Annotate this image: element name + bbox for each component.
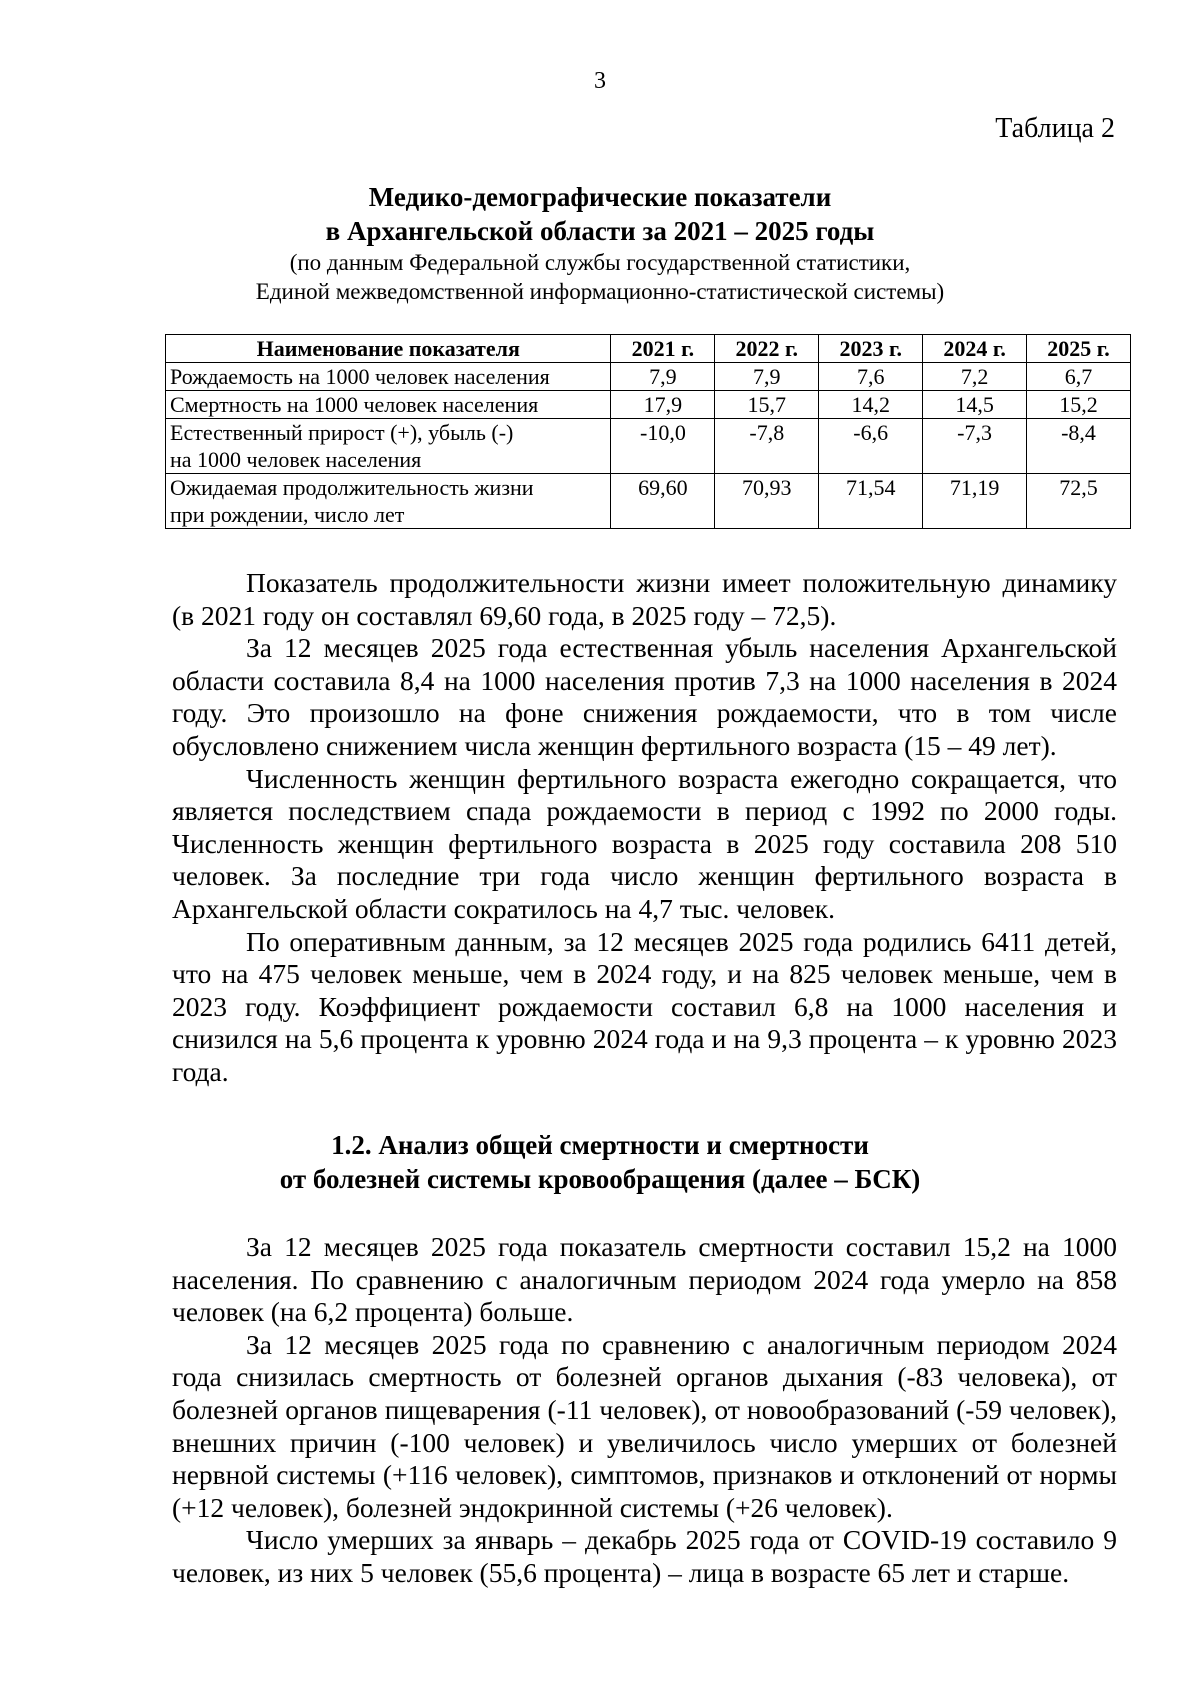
table-cell: 71,54 [819, 474, 923, 529]
row-name-birth-rate [166, 363, 611, 391]
table-cell: -8,4 [1027, 419, 1131, 474]
table-cell: 15,2 [1027, 391, 1131, 419]
header-year-2021: 2021 г. [611, 335, 715, 363]
row-name-line: Естественный прирост (+), убыль (-) [170, 420, 514, 445]
row-name-line: Смертность на 1000 человек населения [170, 392, 539, 417]
source-line-1: (по данным Федеральной службы государственной статистики, [289, 250, 911, 275]
paragraph: За 12 месяцев 2025 года показатель смертности составил 15,2 на 1000 населения. По сравнению с аналогичным периодом 2024 года умерло на 858 человек (на 6,2 процента) больше. [172, 1231, 1117, 1328]
source-line-2: Единой межведомственной информационно-статистической системы) [255, 279, 945, 304]
body-text-part-1 [172, 567, 1117, 1089]
table-row [166, 474, 1131, 529]
table-cell: 14,2 [819, 391, 923, 419]
paragraph: По оперативным данным, за 12 месяцев 2025 года родились 6411 детей, что на 475 человек меньше, чем в 2024 году, и на 825 человек меньше, чем в 2023 году. Коэффициент рождаемости составил 6,8 на 1000 населения и снизился на 5,6 процента к уровню 2024 года и на 9,3 процента – к уровню 2023 года. [172, 925, 1117, 1087]
header-year-2024: 2024 г. [923, 335, 1027, 363]
table-cell: 70,93 [715, 474, 819, 529]
row-name-life-expectancy [166, 474, 611, 529]
table-cell: -6,6 [819, 419, 923, 474]
paragraph: За 12 месяцев 2025 года по сравнению с аналогичным периодом 2024 года снизилась смертность от болезней органов дыхания (-83 человека), от болезней органов пищеварения (-11 человек), от новообразований (-59 человек), внешних причин (-100 человек) и увеличилось число умерших от болезней нервной системы (+116 человек), симптомов, признаков и отклонений от нормы (+12 человек), болезней эндокринной системы (+26 человек). [172, 1328, 1117, 1523]
row-name-line: Рождаемость на 1000 человек населения [170, 364, 550, 389]
table-cell: 71,19 [923, 474, 1027, 529]
table-cell: 7,9 [611, 363, 715, 391]
header-year-2022: 2022 г. [715, 335, 819, 363]
table-row [166, 391, 1131, 419]
row-name-natural-growth [166, 419, 611, 474]
table-cell: 7,6 [819, 363, 923, 391]
section-heading-line-2: от болезней системы кровообращения (далее – БСК) [279, 1164, 921, 1194]
paragraph: За 12 месяцев 2025 года естественная убыль населения Архангельской области составила 8,4 на 1000 населения против 7,3 на 1000 населения в 2024 году. Это произошло на фоне снижения рождаемости, что в том числе обусловлено снижением числа женщин фертильного возраста (15 – 49 лет). [172, 632, 1117, 761]
section-heading-line-1: 1.2. Анализ общей смертности и смертности [331, 1130, 869, 1160]
title-line-1: Медико-демографические показатели [368, 182, 832, 212]
row-name-mortality-rate [166, 391, 611, 419]
table-cell: 72,5 [1027, 474, 1131, 529]
table-cell: 17,9 [611, 391, 715, 419]
paragraph: Численность женщин фертильного возраста ежегодно сокращается, что является последствием спада рождаемости в период с 1992 по 2000 годы. Численность женщин фертильного возраста в 2025 году составила 208 510 человек. За последние три года число женщин фертильного возраста в Архангельской области сократилось на 4,7 тыс. человек. [172, 762, 1117, 924]
table-cell: 69,60 [611, 474, 715, 529]
table-cell: 7,9 [715, 363, 819, 391]
row-name-line: при рождении, число лет [170, 502, 405, 527]
table-header-row [166, 335, 1131, 363]
header-year-2023: 2023 г. [819, 335, 923, 363]
header-year-2025: 2025 г. [1027, 335, 1131, 363]
table-cell: 15,7 [715, 391, 819, 419]
table-row [166, 419, 1131, 474]
title-line-2: в Архангельской области за 2021 – 2025 годы [325, 216, 875, 246]
page-number: 3 [594, 68, 606, 94]
table-cell: 6,7 [1027, 363, 1131, 391]
table-row [166, 363, 1131, 391]
table-cell: 7,2 [923, 363, 1027, 391]
section-heading [0, 1128, 1200, 1196]
row-name-line: на 1000 человек населения [170, 447, 422, 472]
row-name-line: Ожидаемая продолжительность жизни [170, 475, 534, 500]
body-text-part-2 [172, 1231, 1117, 1590]
paragraph: Число умерших за январь – декабрь 2025 года от COVID-19 составило 9 человек, из них 5 человек (55,6 процента) – лица в возрасте 65 лет и старше. [172, 1524, 1117, 1588]
table-title [0, 180, 1200, 306]
table-caption: Таблица 2 [995, 113, 1115, 144]
table-cell: 14,5 [923, 391, 1027, 419]
table-cell: -7,3 [923, 419, 1027, 474]
table-cell: -10,0 [611, 419, 715, 474]
header-indicator-name: Наименование показателя [166, 335, 611, 363]
paragraph: Показатель продолжительности жизни имеет положительную динамику (в 2021 году он составлял 69,60 года, в 2025 году – 72,5). [172, 567, 1117, 631]
indicators-table [165, 334, 1131, 529]
table-cell: -7,8 [715, 419, 819, 474]
